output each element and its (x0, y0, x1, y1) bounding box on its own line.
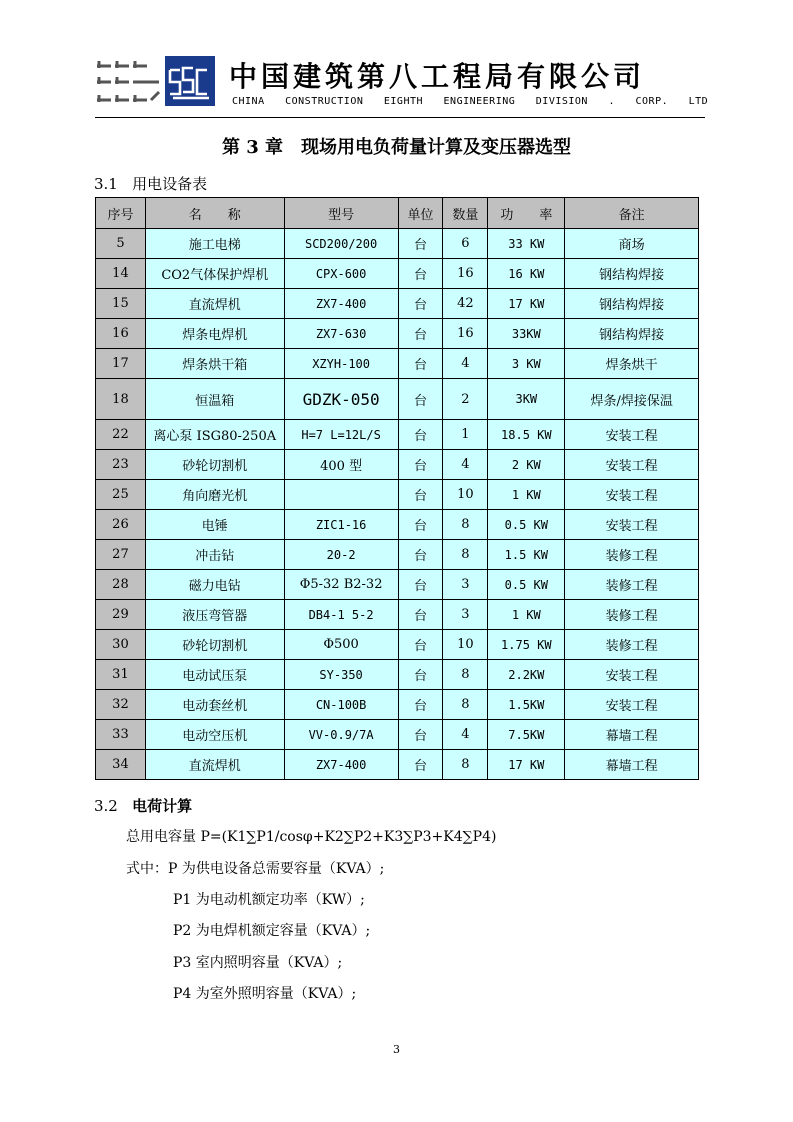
cell-note: 安装工程 (565, 690, 699, 720)
cell-model (284, 480, 398, 510)
section-number: 3.1 (94, 175, 118, 193)
p1-line: P1 为电动机额定功率（KW）; (173, 892, 365, 908)
cell-qty: 8 (443, 660, 488, 690)
cell-no: 33 (96, 720, 146, 750)
cell-name: 液压弯管器 (145, 600, 284, 630)
company-name-en: CHINA CONSTRUCTION EIGHTH ENGINEERING DIVISION . CORP. LTD (232, 96, 709, 107)
cell-unit: 台 (398, 349, 443, 379)
cell-unit: 台 (398, 480, 443, 510)
cell-name: 电动空压机 (145, 720, 284, 750)
cell-no: 26 (96, 510, 146, 540)
cell-qty: 10 (443, 480, 488, 510)
p4-line: P4 为室外照明容量（KVA）; (173, 986, 357, 1002)
cell-note: 幕墙工程 (565, 720, 699, 750)
cell-model: ZX7-400 (284, 750, 398, 780)
col-header-name: 名 称 (145, 198, 284, 229)
cell-name: 电动套丝机 (145, 690, 284, 720)
cell-unit: 台 (398, 540, 443, 570)
cell-note: 装修工程 (565, 540, 699, 570)
cell-name: 焊条电焊机 (145, 319, 284, 349)
cell-name: 磁力电钻 (145, 570, 284, 600)
table-row (96, 289, 699, 319)
cell-qty: 10 (443, 630, 488, 660)
p2-line: P2 为电焊机额定容量（KVA）; (173, 923, 371, 939)
formula-line: 总用电容量 P=(K1∑P1/cosφ+K2∑P2+K3∑P3+K4∑P4) (126, 829, 497, 845)
equipment-table (95, 197, 699, 780)
cell-model: ZIC1-16 (284, 510, 398, 540)
table-row (96, 720, 699, 750)
cell-unit: 台 (398, 570, 443, 600)
table-row (96, 570, 699, 600)
cell-name: 直流焊机 (145, 750, 284, 780)
cell-qty: 8 (443, 690, 488, 720)
cell-name: 电锤 (145, 510, 284, 540)
cell-no: 15 (96, 289, 146, 319)
company-logo-lines-icon (95, 56, 161, 108)
table-row (96, 600, 699, 630)
cell-name: 角向磨光机 (145, 480, 284, 510)
section-title: 电荷计算 (132, 797, 193, 815)
cell-no: 22 (96, 420, 146, 450)
cell-model: XZYH-100 (284, 349, 398, 379)
cell-unit: 台 (398, 600, 443, 630)
cell-note: 安装工程 (565, 450, 699, 480)
cell-qty: 8 (443, 510, 488, 540)
cell-power: 2.2KW (488, 660, 565, 690)
table-row (96, 690, 699, 720)
table-row (96, 420, 699, 450)
table-row (96, 229, 699, 259)
cell-note: 幕墙工程 (565, 750, 699, 780)
col-header-qty: 数量 (443, 198, 488, 229)
cell-power: 16 KW (488, 259, 565, 289)
cell-name: 施工电梯 (145, 229, 284, 259)
cell-model: CPX-600 (284, 259, 398, 289)
cell-power: 1.5KW (488, 690, 565, 720)
cell-no: 17 (96, 349, 146, 379)
cell-qty: 42 (443, 289, 488, 319)
cell-qty: 4 (443, 349, 488, 379)
cell-no: 29 (96, 600, 146, 630)
cell-unit: 台 (398, 510, 443, 540)
cell-power: 3 KW (488, 349, 565, 379)
cell-power: 33KW (488, 319, 565, 349)
cell-model: Φ500 (284, 630, 398, 660)
cell-note: 装修工程 (565, 570, 699, 600)
cell-model: ZX7-400 (284, 289, 398, 319)
cell-power: 17 KW (488, 750, 565, 780)
table-row (96, 660, 699, 690)
cell-unit: 台 (398, 450, 443, 480)
section-number: 3.2 (94, 797, 118, 815)
cell-no: 25 (96, 480, 146, 510)
cell-note: 安装工程 (565, 480, 699, 510)
cell-qty: 3 (443, 600, 488, 630)
cell-power: 3KW (488, 379, 565, 420)
page-number: 3 (393, 1043, 400, 1056)
cell-unit: 台 (398, 259, 443, 289)
where-line: 式中：P 为供电设备总需要容量（KVA）; (126, 861, 385, 877)
cell-note: 钢结构焊接 (565, 259, 699, 289)
cell-model: SCD200/200 (284, 229, 398, 259)
cell-note: 安装工程 (565, 510, 699, 540)
cell-power: 0.5 KW (488, 510, 565, 540)
cell-power: 18.5 KW (488, 420, 565, 450)
cell-power: 1 KW (488, 480, 565, 510)
cell-qty: 3 (443, 570, 488, 600)
cell-name: 电动试压泵 (145, 660, 284, 690)
cell-unit: 台 (398, 229, 443, 259)
cell-no: 16 (96, 319, 146, 349)
cell-model: H=7 L=12L/S (284, 420, 398, 450)
cell-note: 商场 (565, 229, 699, 259)
cell-no: 18 (96, 379, 146, 420)
cell-note: 安装工程 (565, 660, 699, 690)
cell-qty: 6 (443, 229, 488, 259)
table-row (96, 450, 699, 480)
cell-model: CN-100B (284, 690, 398, 720)
section-heading-3-1 (94, 173, 207, 194)
table-row (96, 540, 699, 570)
cell-name: 焊条烘干箱 (145, 349, 284, 379)
table-row (96, 319, 699, 349)
table-header-row (96, 198, 699, 229)
cell-no: 28 (96, 570, 146, 600)
cell-note: 焊条烘干 (565, 349, 699, 379)
cell-unit: 台 (398, 379, 443, 420)
cell-name: 砂轮切割机 (145, 630, 284, 660)
cell-model: GDZK-050 (284, 379, 398, 420)
cell-no: 23 (96, 450, 146, 480)
cell-unit: 台 (398, 750, 443, 780)
cell-unit: 台 (398, 690, 443, 720)
table-row (96, 630, 699, 660)
cell-no: 32 (96, 690, 146, 720)
cell-name: 离心泵 ISG80-250A (145, 420, 284, 450)
page-header (95, 52, 709, 114)
cell-unit: 台 (398, 319, 443, 349)
cell-model: SY-350 (284, 660, 398, 690)
cell-unit: 台 (398, 720, 443, 750)
table-row (96, 259, 699, 289)
cell-name: 冲击钻 (145, 540, 284, 570)
col-header-note: 备注 (565, 198, 699, 229)
cell-power: 2 KW (488, 450, 565, 480)
table-row (96, 349, 699, 379)
cell-qty: 8 (443, 750, 488, 780)
cell-unit: 台 (398, 660, 443, 690)
cell-power: 1.75 KW (488, 630, 565, 660)
cell-note: 钢结构焊接 (565, 319, 699, 349)
cell-model: VV-0.9/7A (284, 720, 398, 750)
cell-no: 14 (96, 259, 146, 289)
cell-note: 装修工程 (565, 630, 699, 660)
table-row (96, 750, 699, 780)
cell-qty: 16 (443, 259, 488, 289)
cell-unit: 台 (398, 420, 443, 450)
cell-power: 33 KW (488, 229, 565, 259)
cell-note: 焊条/焊接保温 (565, 379, 699, 420)
table-row (96, 379, 699, 420)
cell-no: 34 (96, 750, 146, 780)
cscec-logo-icon (165, 56, 215, 106)
col-header-no: 序号 (96, 198, 146, 229)
cell-power: 17 KW (488, 289, 565, 319)
table-row (96, 480, 699, 510)
cell-unit: 台 (398, 630, 443, 660)
col-header-power: 功 率 (488, 198, 565, 229)
col-header-unit: 单位 (398, 198, 443, 229)
cell-model: ZX7-630 (284, 319, 398, 349)
chapter-title: 第 3 章 现场用电负荷量计算及变压器选型 (221, 137, 572, 158)
header-divider (95, 117, 705, 118)
cell-note: 装修工程 (565, 600, 699, 630)
cell-model: Φ5-32 B2-32 (284, 570, 398, 600)
cell-qty: 8 (443, 540, 488, 570)
cell-name: 恒温箱 (145, 379, 284, 420)
cell-power: 0.5 KW (488, 570, 565, 600)
cell-power: 1.5 KW (488, 540, 565, 570)
cell-qty: 16 (443, 319, 488, 349)
cell-qty: 2 (443, 379, 488, 420)
cell-model: 20-2 (284, 540, 398, 570)
col-header-model: 型号 (284, 198, 398, 229)
cell-no: 31 (96, 660, 146, 690)
cell-note: 安装工程 (565, 420, 699, 450)
table-row (96, 510, 699, 540)
company-name-cn: 中国建筑第八工程局有限公司 (229, 60, 646, 93)
cell-qty: 4 (443, 450, 488, 480)
cell-name: 砂轮切割机 (145, 450, 284, 480)
cell-name: CO2气体保护焊机 (145, 259, 284, 289)
cell-note: 钢结构焊接 (565, 289, 699, 319)
cell-power: 1 KW (488, 600, 565, 630)
cell-model: DB4-1 5-2 (284, 600, 398, 630)
cell-no: 30 (96, 630, 146, 660)
cell-power: 7.5KW (488, 720, 565, 750)
section-heading-3-2 (94, 795, 192, 816)
cell-no: 5 (96, 229, 146, 259)
cell-name: 直流焊机 (145, 289, 284, 319)
section-title: 用电设备表 (132, 175, 208, 193)
cell-model: 400 型 (284, 450, 398, 480)
cell-qty: 1 (443, 420, 488, 450)
cell-no: 27 (96, 540, 146, 570)
p3-line: P3 室内照明容量（KVA）; (173, 955, 343, 971)
cell-qty: 4 (443, 720, 488, 750)
cell-unit: 台 (398, 289, 443, 319)
